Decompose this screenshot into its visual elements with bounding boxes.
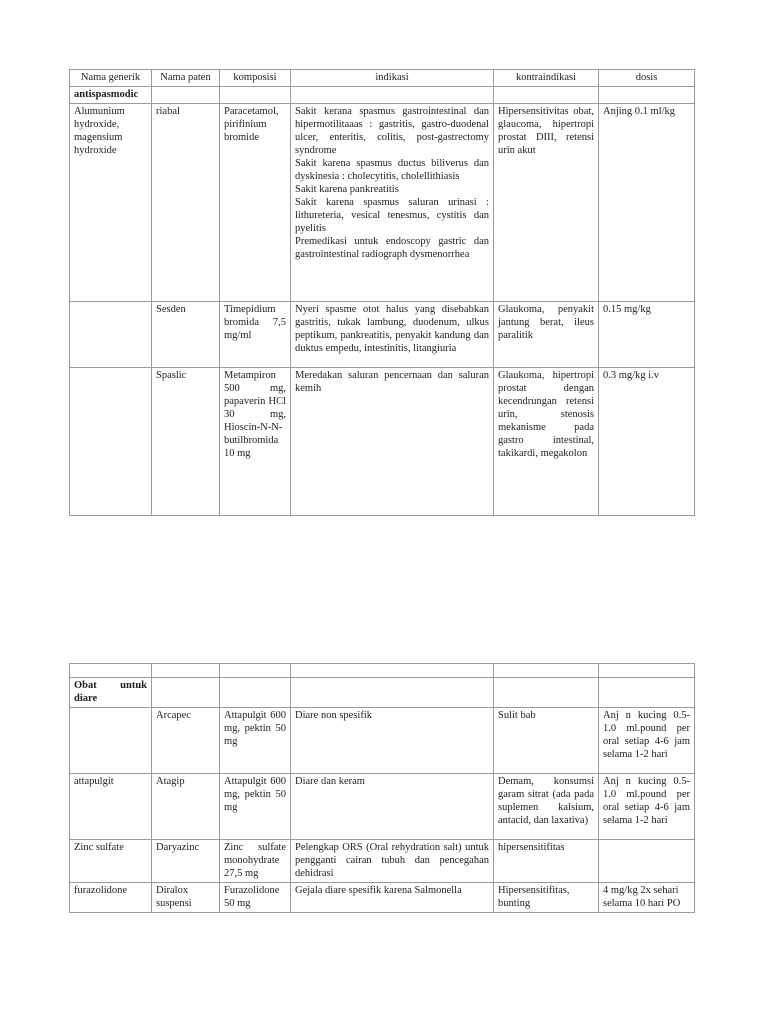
cell-komposisi: Metampiron 500 mg, papaverin HCl 30 mg, Hioscin-N-N-butilbromida 10 mg (220, 368, 291, 516)
cell-generik (70, 302, 152, 368)
cell-generik (70, 708, 152, 774)
cell-dosis: 0.3 mg/kg i.v (599, 368, 695, 516)
cell-indikasi: Diare dan keram (291, 774, 494, 840)
header-komposisi: komposisi (220, 70, 291, 87)
antispasmodic-table (69, 69, 695, 516)
cell-komposisi: Attapulgit 600 mg, pektin 50 mg (220, 774, 291, 840)
section-row (70, 87, 695, 104)
header-row (70, 70, 695, 87)
section-title: Obat untuk diare (70, 678, 152, 708)
table-row (70, 368, 695, 516)
indikasi-line: Meredakan saluran pencernaan dan saluran kemih (295, 370, 489, 394)
indikasi-line: Sakit karena pankreatitis (295, 184, 399, 195)
cell-paten: riabal (152, 104, 220, 302)
cell-dosis (599, 840, 695, 883)
cell-generik: furazolidone (70, 883, 152, 913)
diare-table (69, 663, 695, 913)
cell-paten: Arcapec (152, 708, 220, 774)
cell-kontraindikasi: Hipersensitivitas obat, glaucoma, hipertropi prostat DIII, retensi urin akut (494, 104, 599, 302)
cell-kontraindikasi: Hipersensitifitas, bunting (494, 883, 599, 913)
cell-dosis: Anj n kucing 0.5-1.0 ml.pound per oral setiap 4-6 jam selama 1-2 hari (599, 774, 695, 840)
header-kontraindikasi: kontraindikasi (494, 70, 599, 87)
cell-kontraindikasi: Demam, konsumsi garam sitrat (ada pada suplemen kalsium, antacid, dan laxativa) (494, 774, 599, 840)
cell-generik (70, 368, 152, 516)
cell-komposisi: Zinc sulfate monohydrate 27,5 mg (220, 840, 291, 883)
indikasi-line: Sakit kerana spasmus gastrointestinal dan hipermotilitaaas : gastritis, gastro-duodenal ulcer, enteritis, colitis, post-gastrectomy syndrome (295, 106, 489, 156)
section-title: antispasmodic (70, 87, 152, 104)
cell-komposisi: Furazolidone 50 mg (220, 883, 291, 913)
header-dosis: dosis (599, 70, 695, 87)
cell-paten: Daryazinc (152, 840, 220, 883)
section-row (70, 678, 695, 708)
cell-paten: Spaslic (152, 368, 220, 516)
cell-dosis: 0.15 mg/kg (599, 302, 695, 368)
cell-indikasi (291, 368, 494, 516)
cell-indikasi: Diare non spesifik (291, 708, 494, 774)
indikasi-line: Sakit karena spasmus ductus biliverus dan dyskinesia : cholecytitis, cholellithiasis (295, 158, 489, 182)
indikasi-line: Premedikasi untuk endoscopy gastric dan gastrointestinal radiograph dysmenorrhea (295, 236, 489, 260)
cell-kontraindikasi: hipersensitifitas (494, 840, 599, 883)
header-nama-paten: Nama paten (152, 70, 220, 87)
table-row (70, 104, 695, 302)
indikasi-line: Sakit karena spasmus saluran urinasi : lithureteria, vesical tenesmus, cystitis dan pyelitis (295, 197, 489, 234)
cell-komposisi: Paracetamol, pirifinium bromide (220, 104, 291, 302)
cell-dosis: Anjing 0.1 ml/kg (599, 104, 695, 302)
cell-generik: attapulgit (70, 774, 152, 840)
cell-paten: Sesden (152, 302, 220, 368)
cell-generik: Alumunium hydroxide, magensium hydroxide (70, 104, 152, 302)
cell-dosis: 4 mg/kg 2x sehari selama 10 hari PO (599, 883, 695, 913)
cell-komposisi: Timepidium bromida 7,5 mg/ml (220, 302, 291, 368)
table-row (70, 708, 695, 774)
cell-kontraindikasi: Glaukoma, penyakit jantung berat, ileus paralitik (494, 302, 599, 368)
cell-indikasi: Pelengkap ORS (Oral rehydration salt) untuk pengganti cairan tubuh dan pencegahan dehidrasi (291, 840, 494, 883)
header-nama-generik: Nama generik (70, 70, 152, 87)
cell-komposisi: Attapulgit 600 mg, pektin 50 mg (220, 708, 291, 774)
table-row (70, 774, 695, 840)
table-row (70, 840, 695, 883)
empty-header-row (70, 664, 695, 678)
indikasi-line: Nyeri spasme otot halus yang disebabkan gastritis, tukak lambung, duodenum, ulkus peptikum, pankreatitis, penyakit kandung dan duktus empedu, intestinitis, litangiuria (295, 304, 489, 354)
cell-kontraindikasi: Sulit bab (494, 708, 599, 774)
cell-indikasi: Gejala diare spesifik karena Salmonella (291, 883, 494, 913)
cell-generik: Zinc sulfate (70, 840, 152, 883)
cell-kontraindikasi: Glaukoma, hipertropi prostat dengan kecendrungan retensi urin, stenosis mekanisme pada gastro intestinal, takikardi, megakolon (494, 368, 599, 516)
cell-paten: Diralox suspensi (152, 883, 220, 913)
table-row (70, 302, 695, 368)
cell-indikasi (291, 302, 494, 368)
cell-indikasi (291, 104, 494, 302)
cell-paten: Atagip (152, 774, 220, 840)
table-row (70, 883, 695, 913)
header-indikasi: indikasi (291, 70, 494, 87)
cell-dosis: Anj n kucing 0.5-1.0 ml.pound per oral setiap 4-6 jam selama 1-2 hari (599, 708, 695, 774)
